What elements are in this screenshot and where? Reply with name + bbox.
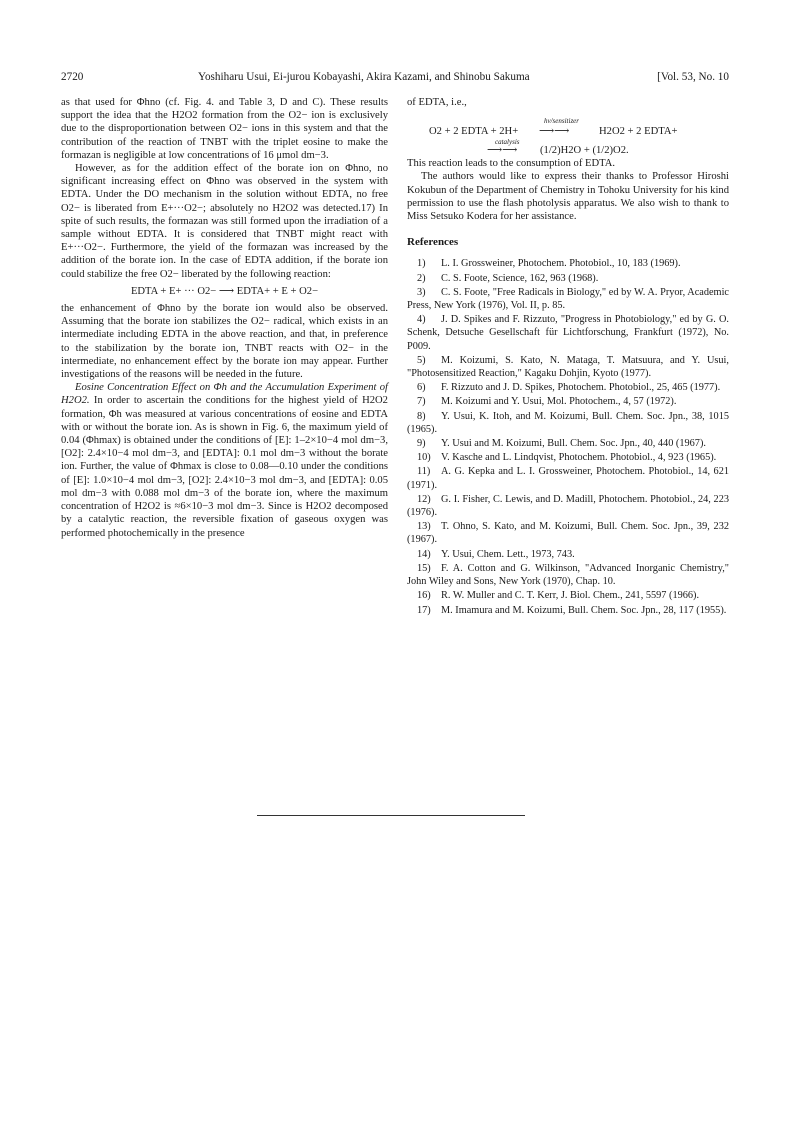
reference-text: Y. Usui, Chem. Lett., 1973, 743. [441,548,575,560]
section-title-eosine: Eosine Concentration Effect on Φh and the Accumulation Experiment of H2O2. [61,382,388,407]
reference-text: C. S. Foote, Science, 162, 963 (1968). [441,272,599,284]
reference-number: 17) [417,604,431,616]
reference-number: 1) [417,258,426,270]
reference-number: 15) [417,562,431,574]
reference-text: T. Ohno, S. Kato, and M. Koizumi, Bull. Chem. Soc. Jpn., 39, 232 (1967). [407,521,729,546]
paragraph-4 [61,381,388,539]
end-rule [257,815,525,816]
reference-text: C. S. Foote, "Free Radicals in Biology," ed by W. A. Pryor, Academic Press, New York (1976), Vol. II, p. 85. [407,286,729,312]
running-authors: Yoshiharu Usui, Ei-jurou Kobayashi, Akira Kazami, and Shinobu Sakuma [198,71,530,83]
left-column [61,96,388,540]
reference-number: 6) [417,382,426,394]
paragraph-2: However, as for the addition effect of the borate ion on Φhno, no significant increasing effect on Φhno was observed in the system with EDTA. Under the DO mechanism in the solution without EDTA, no free O2− is liberated from E+···O2−; absolutely no H2O2 was detected.17) In spite of such results, the formazan was still formed upon the irradiation of a sample without EDTA. It is considered that TNBT might react with E+···O2−. Furthermore, the yield of the formazan was increased by the addition of the borate ion. In the case of EDTA addition, if the borate ion could stabilize the free O2− liberated by the following reaction: [61,163,388,280]
reference-item [407,451,729,464]
reference-item [407,437,729,450]
paragraph-4-body: In order to ascertain the conditions for the highest yield of H2O2 formation, Φh was measured at various concentrations of eosine and EDTA with or without the borate ion. As is shown in Fig. 6, the maximum yield of 0.04 (Φhmax) is obtained under the conditions of [E]: 1–2×10−4 mol dm−3, [O2]: 2.4×10−4 mol dm−3, and [EDTA]: 0.1 mol dm−3 without the borate ion. Further, the value of Φhmax is close to 0.08—0.10 under the conditions of [E]: 1.0×10−4 mol dm−3, [O2]: 2.4×10−3 mol dm−3, and [EDTA]: 0.05 mol dm−3 with 0.088 mol dm−3 of the borate ion, where the maximum concentration of H2O2 is ≈6×10−3 mol dm−3. Since is H2O2 decomposed by a catalytic reaction, the reversible fixation of gaseous oxygen was performed photochemically in the presence [61,395,388,539]
eq2-arrow-1: ⟶⟶ [539,126,570,138]
eq2-arrow-2: ⟶⟶ [487,145,518,157]
reference-item [407,589,729,602]
reference-text: G. I. Fisher, C. Lewis, and D. Madill, Photochem. Photobiol., 24, 223 (1976). [407,493,729,519]
reference-text: M. Koizumi and Y. Usui, Mol. Photochem., 4, 57 (1972). [441,396,677,408]
reference-text: V. Kasche and L. Lindqvist, Photochem. Photobiol., 4, 923 (1965). [441,452,717,464]
reference-text: A. G. Kepka and L. I. Grossweiner, Photochem. Photobiol., 14, 621 (1971). [407,466,729,491]
reference-item [407,548,729,561]
paragraph-3: the enhancement of Φhno by the borate ion would also be observed. Assuming that the borate ion stabilizes the O2− radical, which exists in an intermediate including EDTA in the above reaction, and that, in preference to the stabilization by the borate ion, TNBT reacts with O2− in the intermediate, no enhancement effect by the borate ion may appear. Further investigations of the reasons will be needed in the future. [61,303,388,381]
reference-item [407,272,729,285]
reference-text: F. Rizzuto and J. D. Spikes, Photochem. Photobiol., 25, 465 (1977). [441,382,721,394]
reference-text: J. D. Spikes and F. Rizzuto, "Progress in Photobiology," ed by G. O. Schenk, Detsuche Gesellschaft für Lichtforschung, Frankfurt (1972), No. P009. [407,314,729,352]
acknowledgement: The authors would like to express their thanks to Professor Hiroshi Kokubun of the Department of Chemistry in Tohoku University for his kind permission to use the flash photolysis apparatus. We also wish to thank to Miss Setsuko Kodera for her assistance. [407,171,729,223]
reference-number: 7) [417,396,426,408]
reference-number: 16) [417,590,431,602]
reference-text: Y. Usui and M. Koizumi, Bull. Chem. Soc. Jpn., 40, 440 (1967). [441,438,706,450]
paragraph-edta-ie: of EDTA, i.e., [407,97,467,108]
paragraph-1: as that used for Φhno (cf. Fig. 4. and Table 3, D and C). These results support the idea that the H2O2 formation from the O2− ion is exclusively due to the disproportionation between O2− ions in this system and that the contribution of the reaction of TNBT with the triplet eosine to make the formazan is negligible at low concentrations of 16 μmol dm−3. [61,97,388,161]
reference-number: 8) [417,410,426,422]
reference-number: 13) [417,521,431,533]
reference-text: Y. Usui, K. Itoh, and M. Koizumi, Bull. Chem. Soc. Jpn., 38, 1015 (1965). [407,410,729,435]
reference-number: 4) [417,314,426,326]
eq2-label-catalysis: catalysis [495,138,520,147]
page-header [61,71,729,87]
reference-item [407,562,729,588]
reference-item [407,604,729,617]
eq2-right-1: H2O2 + 2 EDTA+ [599,126,678,138]
reference-number: 12) [417,493,431,505]
volume-info: [Vol. 53, No. 10 [657,71,729,83]
reference-number: 11) [417,466,431,478]
reference-item [407,520,729,546]
right-column [407,96,729,618]
references-list [407,257,729,616]
eq2-left: O2 + 2 EDTA + 2H+ [429,126,519,138]
reference-item [407,410,729,436]
reference-item [407,493,729,519]
reference-text: M. Imamura and M. Koizumi, Bull. Chem. Soc. Jpn., 28, 117 (1955). [441,604,727,616]
reference-number: 2) [417,272,426,284]
reference-number: 14) [417,548,431,560]
reference-number: 9) [417,438,426,450]
reference-item [407,465,729,491]
reference-number: 5) [417,354,426,366]
reference-item [407,313,729,353]
equation-edta-reaction: EDTA + E+ ··· O2− ⟶ EDTA+ + E + O2− [130,285,319,297]
reference-item [407,286,729,312]
reference-text: L. I. Grossweiner, Photochem. Photobiol., 10, 183 (1969). [441,258,681,270]
references-heading: References [407,236,459,249]
reference-item [407,395,729,408]
page-number: 2720 [61,71,84,83]
reference-text: F. A. Cotton and G. Wilkinson, "Advanced Inorganic Chemistry," John Wiley and Sons, New York (1970), Chap. 10. [407,562,729,588]
reference-text: M. Koizumi, S. Kato, N. Mataga, T. Matsuura, and Y. Usui, "Photosensitized Reaction," Kagaku Dohjin, Kyoto (1977). [407,354,729,380]
reference-item [407,257,729,270]
reference-item [407,381,729,394]
equation-oxygen-fixation [407,113,729,155]
reference-item [407,354,729,380]
reference-number: 10) [417,452,431,464]
eq2-right-2: (1/2)H2O + (1/2)O2. [540,145,629,157]
reference-number: 3) [417,286,426,298]
paragraph-consumption: This reaction leads to the consumption of EDTA. [407,158,616,170]
reference-text: R. W. Muller and C. T. Kerr, J. Biol. Chem., 241, 5597 (1966). [441,590,700,602]
eq2-label-sensitizer: hν/sensitizer [544,117,579,126]
